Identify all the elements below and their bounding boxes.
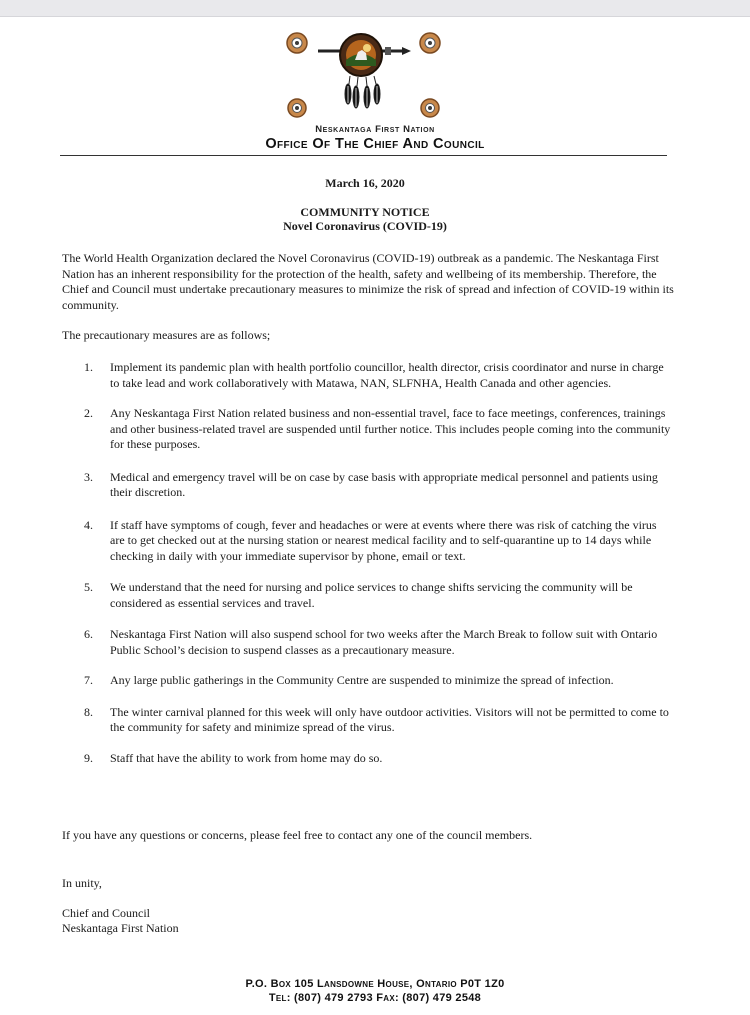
measure-number: 7. <box>84 673 93 687</box>
signature-line-2: Neskantaga First Nation <box>62 921 179 935</box>
measure-item <box>62 470 674 501</box>
office-title: Office Of The Chief And Council <box>265 136 485 152</box>
measure-item <box>62 518 674 565</box>
organization-name: Neskantaga First Nation <box>315 124 435 135</box>
measure-text: Implement its pandemic plan with health portfolio councillor, health director, crisis coordinator and nurse in charge to take lead and work collaboratively with Matawa, NAN, SLFNHA, Health Canada and other agencies. <box>110 360 664 390</box>
notice-title: COMMUNITY NOTICE <box>300 205 430 219</box>
measure-item <box>62 406 674 453</box>
measure-text: Any large public gatherings in the Community Centre are suspended to minimize the spread of infection. <box>110 673 614 687</box>
footer-phone-fax: Tel: (807) 479 2793 Fax: (807) 479 2548 <box>268 992 482 1004</box>
measure-number: 4. <box>84 517 93 532</box>
measure-text: Medical and emergency travel will be on case by case basis with appropriate medical personnel and patients using their discretion. <box>110 469 658 499</box>
measure-item <box>62 360 674 391</box>
measure-item <box>62 673 674 689</box>
sign-off: In unity, <box>62 876 102 890</box>
measure-item <box>62 705 674 736</box>
measure-number: 5. <box>84 580 93 594</box>
notice-subtitle: Novel Coronavirus (COVID-19) <box>283 219 447 233</box>
medallion-top-right <box>420 33 440 53</box>
measure-item <box>62 580 674 611</box>
header-divider <box>60 155 667 156</box>
measure-text: Staff that have the ability to work from home may do so. <box>110 750 383 765</box>
measure-number: 8. <box>84 704 93 719</box>
measures-list <box>62 360 674 766</box>
medallion-top-left <box>287 33 307 53</box>
measure-number: 6. <box>84 627 93 641</box>
measure-number: 9. <box>84 750 93 765</box>
measure-text: If staff have symptoms of cough, fever and headaches or were at events where there was risk of catching the virus are to get checked out at the nursing station or nearest medical facility and to self-quarantine up to 14 days while checking in daily with your immediate supervisor by phone, email or text. <box>110 517 657 563</box>
measure-text: We understand that the need for nursing and police services to change shifts servicing the community will be considered as essential services and travel. <box>110 580 633 610</box>
measure-item <box>62 627 674 658</box>
closing-paragraph: If you have any questions or concerns, please feel free to contact any one of the council members. <box>62 828 533 842</box>
central-emblem-icon <box>340 34 382 76</box>
measure-number: 3. <box>84 469 93 484</box>
measure-text: Any Neskantaga First Nation related business and non-essential travel, face to face meetings, conferences, trainings and other business-related travel are suspended until further notice. This includes people coming into the community for these purposes. <box>110 406 671 451</box>
measures-lead: The precautionary measures are as follows; <box>62 328 271 342</box>
medallion-bottom-right <box>421 99 439 117</box>
measure-number: 2. <box>84 406 93 420</box>
intro-paragraph: The World Health Organization declared the Novel Coronavirus (COVID-19) outbreak as a pandemic. The Neskantaga First Nation has an inherent responsibility for the protection of the health, safety and wellbeing of its membership. Therefore, the Chief and Council must undertake precautionary measures to minimize the risk of spread and infection of COVID-19 within its community. <box>62 251 674 312</box>
measure-text: The winter carnival planned for this week will only have outdoor activities. Visitors will not be permitted to come to the community for safety and minimize spread of the virus. <box>110 704 669 734</box>
footer-address: P.O. Box 105 Lansdowne House, Ontario P0T 1Z0 <box>245 978 505 990</box>
feathers-icon <box>345 76 380 108</box>
measure-item <box>62 751 674 767</box>
notice-date: March 16, 2020 <box>325 176 405 190</box>
signature-line-1: Chief and Council <box>62 906 150 920</box>
medallion-bottom-left <box>288 99 306 117</box>
measure-text: Neskantaga First Nation will also suspend school for two weeks after the March Break to follow suit with Ontario Public School’s decision to suspend classes as a precautionary measure. <box>110 627 658 657</box>
measure-number: 1. <box>84 360 93 374</box>
council-emblem-logo <box>0 0 750 125</box>
